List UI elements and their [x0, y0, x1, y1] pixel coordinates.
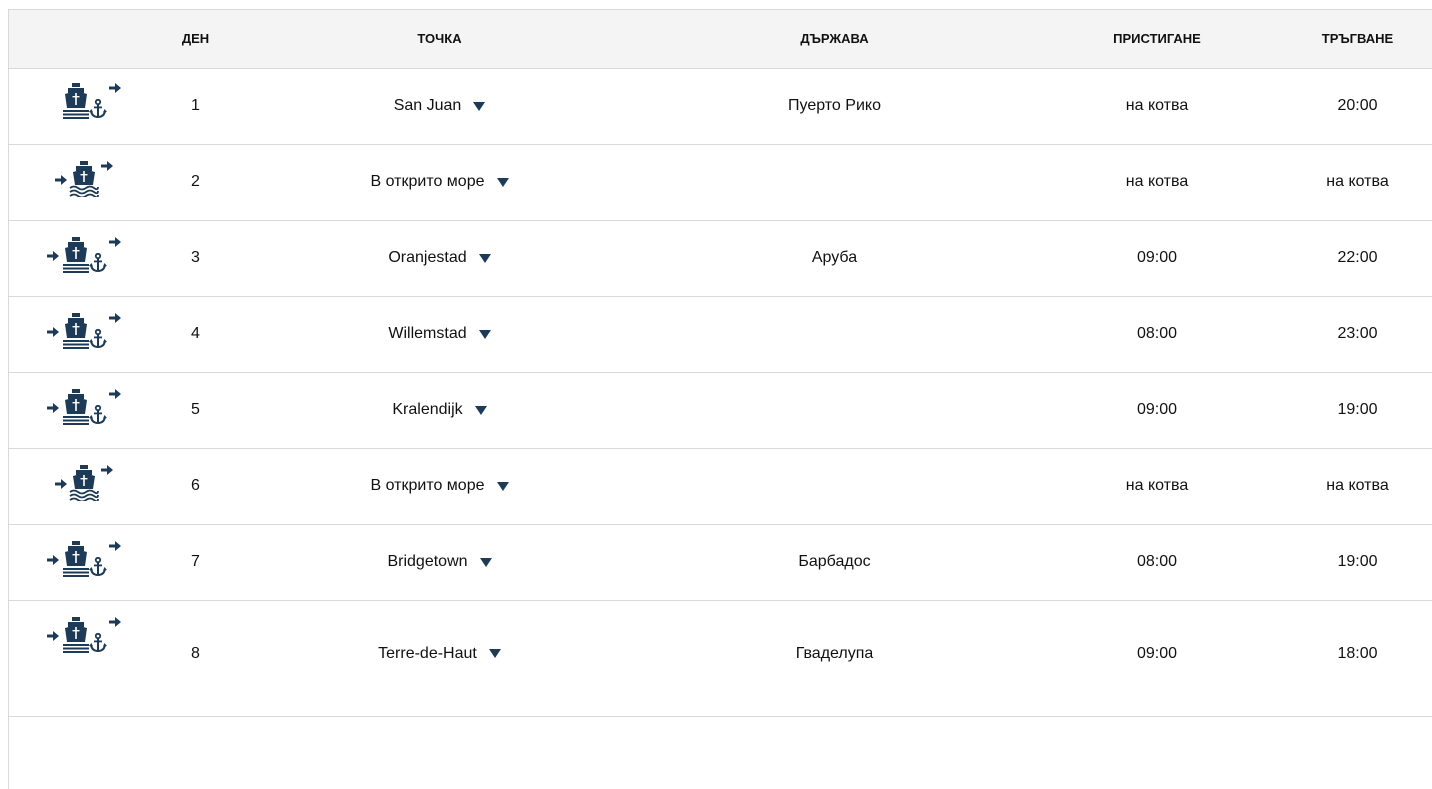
departure-cell: 19:00 [1337, 401, 1378, 418]
arrival-cell: 09:00 [1136, 401, 1178, 418]
country-cell [637, 448, 1032, 524]
header-point: ТОЧКА [242, 10, 637, 68]
point-name[interactable]: Terre-de-Haut [378, 644, 477, 662]
point-cell [242, 372, 637, 448]
table-row [9, 600, 1432, 716]
point-name[interactable]: Bridgetown [387, 553, 468, 570]
arrow-out-icon [109, 541, 121, 551]
arrow-spacer [47, 109, 59, 119]
point-dropdown[interactable] [370, 173, 508, 191]
arrival-cell: на котва [1125, 477, 1189, 494]
point-name[interactable]: San Juan [393, 97, 462, 114]
arrival-cell: 08:00 [1136, 325, 1178, 342]
country-cell: Барбадос [798, 553, 871, 570]
table-row [9, 68, 1432, 144]
ship-port-icon [61, 615, 91, 653]
ship-departure-anchor-icon [47, 81, 121, 119]
arrival-cell: на котва [1125, 173, 1189, 190]
ship-port-icon [61, 539, 91, 577]
arrow-in-icon [55, 479, 67, 489]
point-cell [242, 296, 637, 372]
point-dropdown[interactable] [370, 477, 508, 495]
point-dropdown[interactable] [388, 325, 490, 343]
port-type-cell [9, 372, 149, 448]
arrow-in-icon [47, 555, 59, 565]
port-type-cell [9, 220, 149, 296]
point-cell [242, 524, 637, 600]
arrival-cell: 09:00 [1136, 644, 1178, 662]
arrow-in-icon [47, 631, 59, 641]
header-country: ДЪРЖАВА [637, 10, 1032, 68]
ship-at-sea-icon [55, 159, 113, 197]
ship-port-anchor-icon [47, 539, 121, 577]
point-dropdown[interactable] [394, 97, 486, 115]
table-row [9, 220, 1432, 296]
point-cell [242, 220, 637, 296]
point-name[interactable]: В открито море [370, 477, 485, 494]
departure-cell: 20:00 [1337, 97, 1378, 114]
arrow-out-icon [109, 389, 121, 399]
port-type-cell [9, 144, 149, 220]
arrow-out-icon [109, 313, 121, 323]
ship-port-anchor-icon [47, 235, 121, 273]
ship-port-icon [61, 235, 91, 273]
ship-port-icon [61, 387, 91, 425]
anchor-icon [89, 633, 107, 653]
country-cell: Пуерто Рико [788, 97, 881, 114]
port-type-cell [9, 524, 149, 600]
table-row [9, 448, 1432, 524]
caret-down-icon[interactable] [489, 649, 501, 658]
anchor-icon [89, 329, 107, 349]
country-cell: Гваделупа [795, 644, 874, 662]
point-name[interactable]: Oranjestad [388, 249, 467, 266]
caret-down-icon[interactable] [480, 558, 492, 567]
country-cell: Аруба [811, 249, 858, 266]
arrival-cell: на котва [1125, 97, 1189, 114]
country-cell [637, 144, 1032, 220]
header-icon [9, 10, 149, 68]
day-cell: 8 [191, 644, 200, 662]
point-name[interactable]: В открито море [370, 173, 485, 190]
day-cell: 1 [191, 97, 200, 114]
point-name[interactable]: Willemstad [388, 325, 467, 342]
ship-port-anchor-icon [47, 311, 121, 349]
ship-port-anchor-icon [47, 615, 121, 653]
table-row [9, 144, 1432, 220]
point-dropdown[interactable] [378, 645, 501, 663]
point-cell [242, 600, 637, 716]
table-row [9, 524, 1432, 600]
table-header-row [9, 10, 1432, 68]
port-type-cell [9, 448, 149, 524]
day-cell: 7 [191, 553, 200, 570]
point-cell [242, 68, 637, 144]
arrow-out-icon [101, 161, 113, 171]
departure-cell: 23:00 [1337, 325, 1378, 342]
arrow-in-icon [47, 327, 59, 337]
arrow-in-icon [47, 251, 59, 261]
ship-at-sea-icon [55, 463, 113, 501]
ship-port-anchor-icon [47, 387, 121, 425]
caret-down-icon[interactable] [479, 330, 491, 339]
caret-down-icon[interactable] [475, 406, 487, 415]
arrow-out-icon [109, 83, 121, 93]
point-name[interactable]: Kralendijk [392, 401, 463, 418]
caret-down-icon[interactable] [497, 482, 509, 491]
arrow-in-icon [55, 175, 67, 185]
point-cell [242, 448, 637, 524]
anchor-icon [89, 99, 107, 119]
day-cell: 2 [191, 173, 200, 190]
header-departure: ТРЪГВАНЕ [1282, 10, 1432, 68]
departure-cell: 19:00 [1337, 553, 1378, 570]
ship-port-icon [61, 311, 91, 349]
departure-cell: на котва [1326, 173, 1389, 190]
port-type-cell [9, 296, 149, 372]
itinerary-table [9, 10, 1432, 717]
arrow-out-icon [101, 465, 113, 475]
arrow-out-icon [109, 237, 121, 247]
arrow-out-icon [109, 617, 121, 627]
point-dropdown[interactable] [387, 553, 491, 571]
departure-cell: 18:00 [1337, 644, 1378, 662]
country-cell [637, 372, 1032, 448]
caret-down-icon[interactable] [473, 102, 485, 111]
day-cell: 4 [191, 325, 200, 342]
header-arrival: ПРИСТИГАНЕ [1032, 10, 1282, 68]
point-cell [242, 144, 637, 220]
table-row [9, 372, 1432, 448]
header-day: ДЕН [149, 10, 242, 68]
ship-sea-icon [69, 463, 99, 501]
caret-down-icon[interactable] [479, 254, 491, 263]
port-type-cell [9, 600, 149, 716]
day-cell: 6 [191, 477, 200, 494]
point-dropdown[interactable] [392, 401, 486, 419]
departure-cell: на котва [1326, 477, 1389, 494]
day-cell: 3 [191, 249, 200, 266]
day-cell: 5 [191, 401, 200, 418]
anchor-icon [89, 557, 107, 577]
arrow-in-icon [47, 403, 59, 413]
itinerary-frame [8, 9, 1432, 789]
anchor-icon [89, 253, 107, 273]
anchor-icon [89, 405, 107, 425]
ship-port-icon [61, 81, 91, 119]
table-row [9, 296, 1432, 372]
country-cell [637, 296, 1032, 372]
point-dropdown[interactable] [388, 249, 490, 267]
ship-sea-icon [69, 159, 99, 197]
arrival-cell: 08:00 [1136, 553, 1178, 570]
caret-down-icon[interactable] [497, 178, 509, 187]
departure-cell: 22:00 [1337, 249, 1378, 266]
arrival-cell: 09:00 [1136, 249, 1178, 266]
port-type-cell [9, 68, 149, 144]
